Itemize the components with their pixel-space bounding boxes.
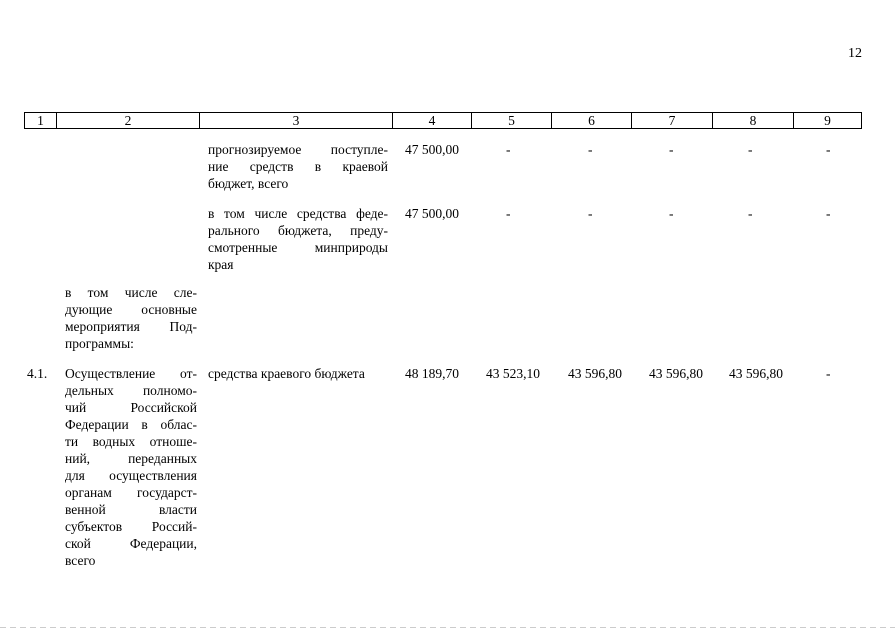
column-number-row	[24, 112, 862, 129]
row1-col3-text	[208, 141, 388, 192]
row1-col6-value: -	[588, 142, 593, 157]
row4-col1-number: 4.1.	[27, 366, 48, 381]
row3-col2-line: мероприятия Под-	[65, 319, 197, 334]
row4-col2-text	[65, 365, 197, 569]
row3-col2-text	[65, 284, 197, 352]
row3-col2-line: в том числе сле-	[65, 285, 197, 300]
row1-col3-line: бюджет, всего	[208, 176, 289, 191]
header-col-5: 5	[472, 113, 552, 128]
row2-col7-value: -	[669, 206, 674, 221]
row4-col5-value: 43 523,10	[486, 366, 540, 381]
row4-col2-line: субъектов Россий-	[65, 519, 197, 534]
row1-col5-value: -	[506, 142, 511, 157]
row4-col2-line: Осуществление от-	[65, 366, 197, 381]
row4-col2-line: ний, переданных	[65, 451, 197, 466]
row4-col2-line: чий Российской	[65, 400, 197, 415]
row4-col2-line: венной власти	[65, 502, 197, 517]
row4-col7-value: 43 596,80	[649, 366, 703, 381]
row1-col7-value: -	[669, 142, 674, 157]
row4-col2-line: Федерации в облас-	[65, 417, 197, 432]
header-col-8: 8	[713, 113, 794, 128]
row4-col2-line: ти водных отноше-	[65, 434, 197, 449]
row2-col8-value: -	[748, 206, 753, 221]
header-col-1: 1	[25, 113, 57, 128]
row3-col2-line: дующие основные	[65, 302, 197, 317]
row2-col6-value: -	[588, 206, 593, 221]
row2-col3-line: края	[208, 257, 234, 272]
row2-col3-line: в том числе средства феде-	[208, 206, 388, 221]
header-col-3: 3	[200, 113, 393, 128]
row4-col2-line: органам государст-	[65, 485, 197, 500]
row4-col2-line: ской Федерации,	[65, 536, 197, 551]
row4-col8-value: 43 596,80	[729, 366, 783, 381]
header-col-4: 4	[393, 113, 472, 128]
row1-col3-line: прогнозируемое поступле-	[208, 142, 388, 157]
row4-col9-value: -	[826, 366, 831, 381]
row2-col9-value: -	[826, 206, 831, 221]
row2-col3-text	[208, 205, 388, 273]
page-number: 12	[848, 46, 862, 61]
row1-col3-line: ние средств в краевой	[208, 159, 388, 174]
row4-col4-value: 48 189,70	[405, 366, 459, 381]
row3-col2-line: программы:	[65, 336, 134, 351]
row1-col9-value: -	[826, 142, 831, 157]
row1-col8-value: -	[748, 142, 753, 157]
row2-col5-value: -	[506, 206, 511, 221]
row4-col6-value: 43 596,80	[568, 366, 622, 381]
row2-col4-value: 47 500,00	[405, 206, 459, 221]
row4-col3-text: средства краевого бюджета	[208, 366, 365, 381]
scan-edge-line	[0, 627, 895, 628]
header-col-7: 7	[632, 113, 713, 128]
row2-col3-line: смотренные минприроды	[208, 240, 388, 255]
row4-col2-line: для осуществления	[65, 468, 197, 483]
header-col-6: 6	[552, 113, 632, 128]
header-col-9: 9	[824, 113, 831, 128]
header-col-2: 2	[57, 113, 200, 128]
row4-col2-line: всего	[65, 553, 96, 568]
row4-col2-line: дельных полномо-	[65, 383, 197, 398]
row2-col3-line: рального бюджета, преду-	[208, 223, 388, 238]
row1-col4-value: 47 500,00	[405, 142, 459, 157]
